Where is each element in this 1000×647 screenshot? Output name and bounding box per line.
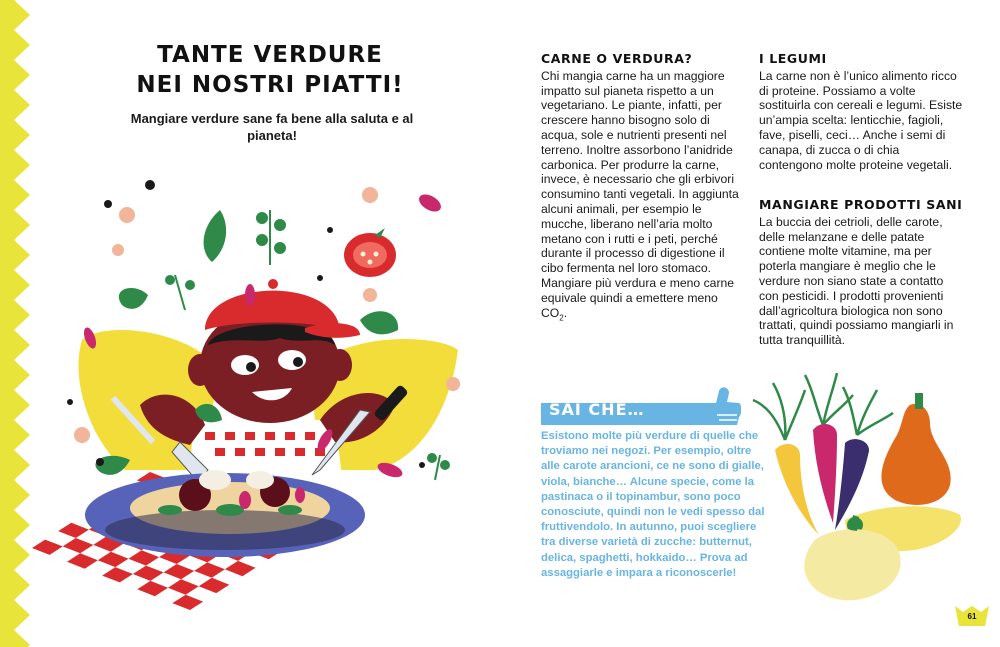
section-legumi [759,52,964,172]
carne-body-end: . [563,305,568,320]
prodotti-body: La buccia dei cetrioli, delle carote, delle melanzane e delle patate contiene molte vitamine, ma per poterla mangiare è meglio che le verdure non siano state a contatto con pesticidi. I prodotti provenienti dall’agricoltura biologica non sono trattati, quindi possiamo mangiarli in tutta tranquillità. [759,214,954,348]
page-subtitle: Mangiare verdure sane fa bene alla saluta e al pianeta! [130,111,414,143]
purple-carrot [813,424,837,523]
legumi-body: La carne non è l’unico alimento ricco di proteine. Possiamo a volte sostituirla con cereali e legumi. Esiste un’ampia scelta: lenticchie, fagioli, fave, piselli, ceci… Anche i semi di canapa, di zucca o di chia contengono molte proteine vegetali. [759,68,963,172]
tomato-icon [344,228,396,277]
title-line-1: TANTE VERDURE [157,42,383,68]
butternut-squash [881,404,950,505]
page-number: 61 [967,612,977,621]
co2-text: CO [541,305,560,320]
left-ear [188,354,212,386]
saiche-body: Esistono molte più verdure di quelle che troviamo nei negozi. Per esempio, oltre alle carote arancioni, ce ne sono di gialle, viola, bianche… Alcune specie, come la pastinaca o il topinambur, sono poco conosciute, quindi non le vedi spesso dal fruttivendolo. In autunno, puoi scegliere tra diverse varietà di zucche: butternut, delica, spaghetti, hokkaido… Prova ad assaggiarle e impara a riconoscerle! [541,430,765,579]
co2-subscript: 2 [559,312,564,322]
carne-body [541,69,741,326]
zigzag-border [0,0,30,647]
yellow-carrot [775,444,819,535]
title-line-2: NEI NOSTRI PIATTI! [136,72,404,98]
vegetables-illustration [745,365,975,605]
legumi-heading: I LEGUMI [759,51,827,66]
carne-heading: CARNE O VERDURA? [541,51,693,66]
carne-body-text: Chi mangia carne ha un maggiore impatto sul pianeta rispetto a un vegetariano. Le piante, infatti, per crescere hanno bisogno solo di acqua, sole e nutrienti presenti nel terreno. Inoltre assorbono l’anidride carbonica. Per produrre la carne, invece, è necessario che gli erbivori consumino tanti vegetali. In aggiunta alcuni animali, per esempio le mucche, liberano nell’aria molto metano con i rutti e i peti, perché durante il processo di digestione il cibo fermenta nel loro stomaco. Mangiare più verdura e meno carne equivale quindi a emettere meno [541,68,739,305]
squash-stem [915,393,923,409]
section-carne [541,52,741,326]
section-prodotti [759,198,964,348]
right-ear [328,349,352,381]
pattypan-squash [804,529,900,600]
boy-eating-illustration [30,170,490,640]
page-title [120,40,420,100]
saiche-label: SAI CHE… [549,400,645,419]
plate-rim-shadow [105,510,345,550]
prodotti-heading: MANGIARE PRODOTTI SANI [759,197,963,212]
